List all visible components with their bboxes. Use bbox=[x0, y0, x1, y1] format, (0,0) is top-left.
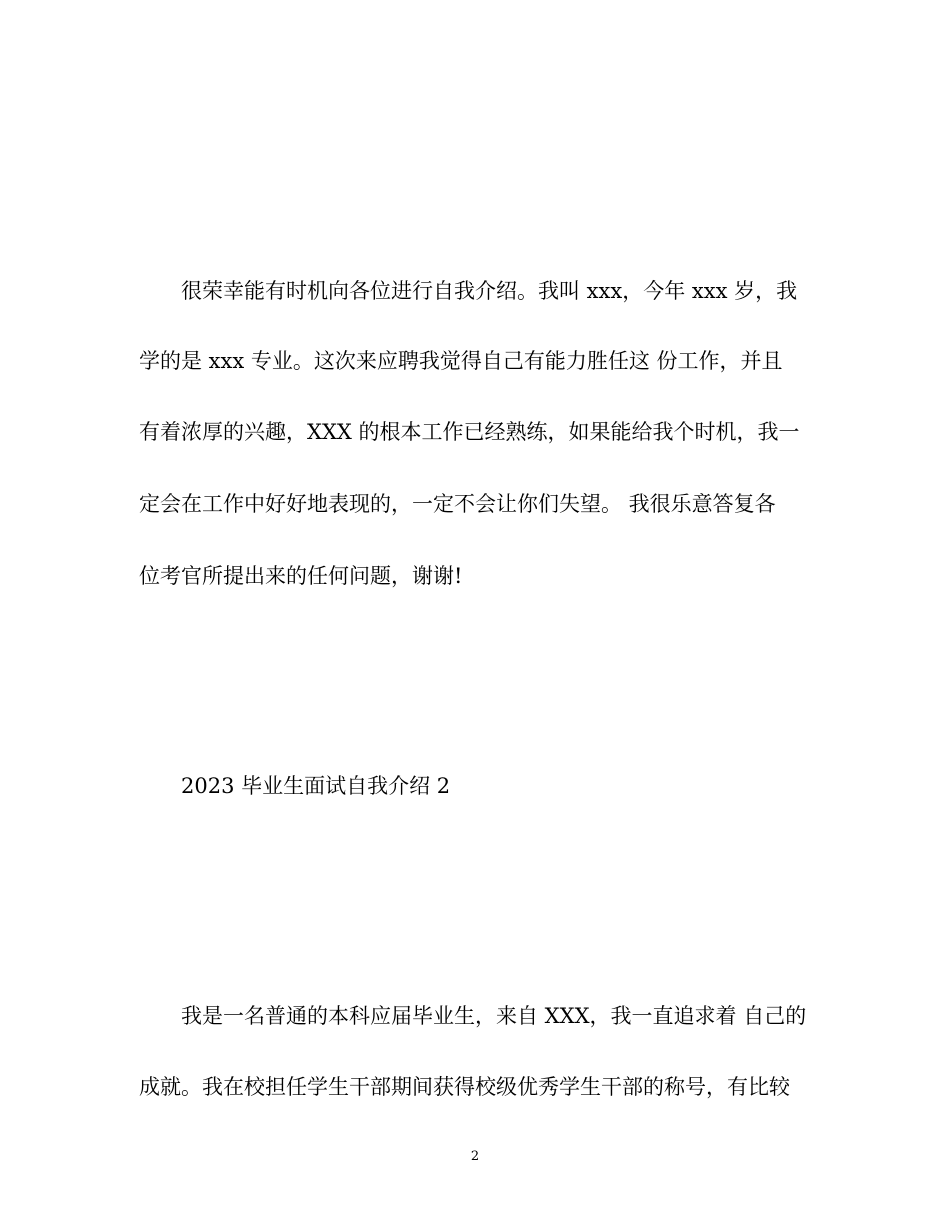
paragraph-1-line-2: 学的是 xxx 专业。这次来应聘我觉得自己有能力胜任这 份工作，并且 bbox=[139, 349, 783, 373]
paragraph-1-line-3: 有着浓厚的兴趣，XXX 的根本工作已经熟练，如果能给我个时机，我一 bbox=[139, 420, 800, 444]
paragraph-1-line-1: 很荣幸能有时机向各位进行自我介绍。我叫 xxx，今年 xxx 岁，我 bbox=[181, 279, 798, 303]
paragraph-1-line-5: 位考官所提出来的任何问题，谢谢! bbox=[139, 564, 463, 588]
section-heading: 2023 毕业生面试自我介绍 2 bbox=[181, 774, 451, 798]
paragraph-1-line-4: 定会在工作中好好地表现的，一定不会让你们失望。 我很乐意答复各 bbox=[139, 492, 776, 516]
paragraph-2-line-1: 我是一名普通的本科应届毕业生，来自 XXX，我一直追求着 自己的 bbox=[181, 1004, 807, 1028]
paragraph-2-line-2: 成就。我在校担任学生干部期间获得校级优秀学生干部的称号，有比较 bbox=[139, 1075, 790, 1099]
page-number: 2 bbox=[470, 1149, 480, 1164]
